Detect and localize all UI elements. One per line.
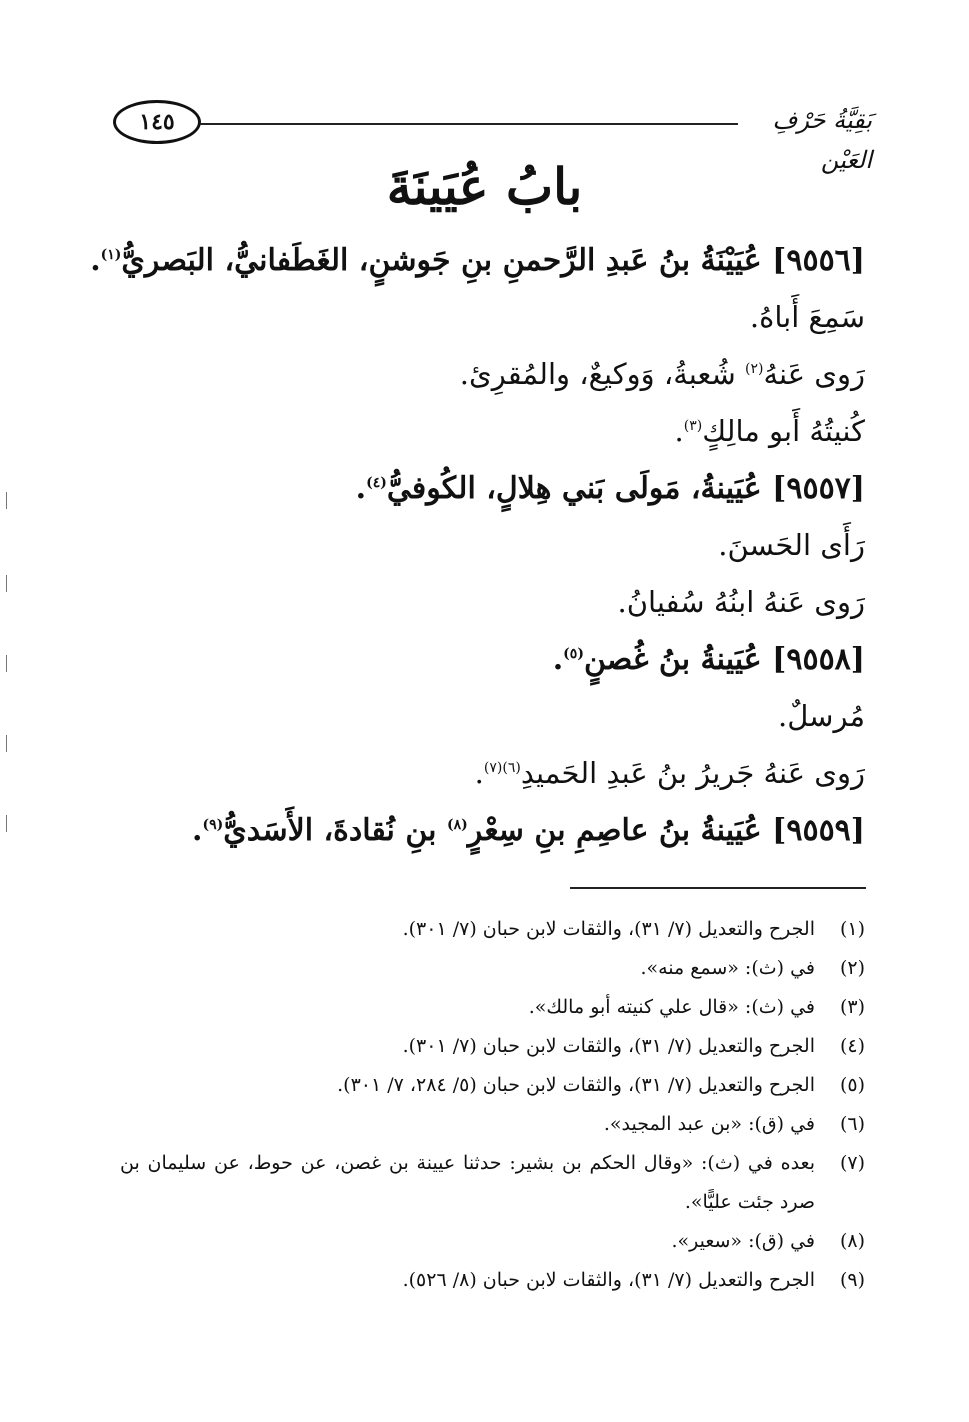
footnote-ref[interactable]: (١) <box>100 247 122 263</box>
entry-end: . <box>90 243 101 278</box>
entry-9558 <box>120 631 865 688</box>
footnote <box>120 1261 865 1300</box>
entry-text: [٩٥٥٧] عُيَينةُ، مَولَى بَني هِلالٍ، الكُوفيُّ <box>386 471 865 506</box>
main-text <box>90 232 865 859</box>
running-head: بَقِيَّةُ حَرْفِ العَيْن <box>772 106 872 174</box>
footnote-number: (٧) <box>839 1152 865 1174</box>
header-rule <box>200 123 738 125</box>
footnote <box>120 1066 865 1105</box>
footnote <box>120 949 865 988</box>
footnote-text: في (ث): «قال علي كنيته أبو مالك». <box>528 996 815 1018</box>
line-text: رَوى عَنهُ <box>763 357 865 391</box>
footnote-text: الجرح والتعديل (٧/ ٣١)، والثقات لابن حبان (٧/ ٣٠١). <box>402 1035 815 1057</box>
footnote <box>120 1222 865 1261</box>
footnote-ref[interactable]: (٩) <box>202 817 224 833</box>
page-number-text: ١٤٥ <box>139 109 175 135</box>
footnotes <box>120 910 865 1300</box>
text-line <box>120 289 865 346</box>
entry-9559 <box>120 802 865 859</box>
line-text: سَمِعَ أَباهُ. <box>749 300 865 334</box>
entry-text: [٩٥٥٨] عُيَينةُ بنُ غُصنٍ <box>583 642 865 677</box>
entry-text-cont: بنِ نُقادةَ، الأَسَديُّ <box>223 813 447 848</box>
footnote-text: في (ق): «بن عبد المجيد». <box>603 1113 815 1135</box>
footnote-text: الجرح والتعديل (٧/ ٣١)، والثقات لابن حبان (٥/ ٢٨٤، ٧/ ٣٠١). <box>337 1074 815 1096</box>
text-line <box>120 688 865 745</box>
footnote-number: (٢) <box>839 957 865 979</box>
line-end: . <box>474 756 484 790</box>
line-end: شُعبةُ، وَوكيعٌ، والمُقرِئ. <box>459 357 745 391</box>
footnote-number: (٦) <box>839 1113 865 1135</box>
footnote-number: (١) <box>839 918 865 940</box>
line-end: . <box>674 414 684 448</box>
footnote-text: في (ق): «سعير». <box>671 1230 815 1252</box>
entry-end: . <box>552 642 564 677</box>
footnote-text: في (ث): «سمع منه». <box>640 957 815 979</box>
footnote-number: (٤) <box>839 1035 865 1057</box>
line-text: مُرسلٌ. <box>777 699 865 733</box>
margin-mark <box>6 655 7 672</box>
margin-mark <box>6 735 7 752</box>
footnote-ref[interactable]: (٤) <box>366 475 387 491</box>
margin-mark <box>6 815 7 832</box>
footnote-number: (٨) <box>839 1230 865 1252</box>
margin-mark <box>6 492 7 509</box>
line-text: كُنيتُهُ أَبو مالِكٍ <box>702 414 865 448</box>
line-text: رَوى عَنهُ ابنُهُ سُفيانُ. <box>617 585 865 619</box>
footnote-text: الجرح والتعديل (٧/ ٣١)، والثقات لابن حبان (٧/ ٣٠١). <box>402 918 815 940</box>
footnote <box>120 1144 865 1222</box>
footnote <box>120 1105 865 1144</box>
entry-text: [٩٥٥٦] عُيَيْنَةُ بنُ عَبدِ الرَّحمنِ بنِ جَوشنٍ، الغَطَفانيُّ، البَصريُّ <box>121 243 865 278</box>
footnote-number: (٣) <box>839 996 865 1018</box>
footnote-ref[interactable]: (٢) <box>745 361 764 377</box>
footnote-number: (٥) <box>839 1074 865 1096</box>
entry-end: . <box>355 471 367 506</box>
footnote-separator <box>570 887 866 889</box>
entry-end: . <box>191 813 203 848</box>
entry-text: [٩٥٥٩] عُيَينةُ بنُ عاصِمِ بنِ سِعْرٍ <box>467 813 865 848</box>
margin-mark <box>6 575 7 592</box>
text-line <box>120 745 865 802</box>
footnote-ref[interactable]: (٦)(٧) <box>483 760 521 776</box>
footnote-number: (٩) <box>839 1269 865 1291</box>
footnote <box>120 1027 865 1066</box>
footnote <box>120 910 865 949</box>
page-number <box>113 100 201 144</box>
footnote-ref[interactable]: (٨) <box>446 817 468 833</box>
footnote-ref[interactable]: (٥) <box>563 646 584 662</box>
text-line <box>120 403 865 460</box>
line-text: رَوى عَنهُ جَريرُ بنُ عَبدِ الحَميدِ <box>520 756 865 790</box>
entry-9557 <box>120 460 865 517</box>
chapter-title: بابُ عُيَينَةَ <box>386 157 583 216</box>
text-line <box>120 574 865 631</box>
entry-9556 <box>90 232 865 289</box>
footnote <box>120 988 865 1027</box>
text-line <box>120 346 865 403</box>
line-text: رَأَى الحَسنَ. <box>718 528 865 562</box>
footnote-text: بعده في (ث): «وقال الحكم بن بشير: حدثنا عيينة بن غصن، عن حوط، عن سليمان بن صرد جئت عليًّا». <box>120 1152 815 1213</box>
text-line <box>120 517 865 574</box>
footnote-ref[interactable]: (٣) <box>683 418 703 434</box>
footnote-text: الجرح والتعديل (٧/ ٣١)، والثقات لابن حبان (٨/ ٥٢٦). <box>402 1269 815 1291</box>
